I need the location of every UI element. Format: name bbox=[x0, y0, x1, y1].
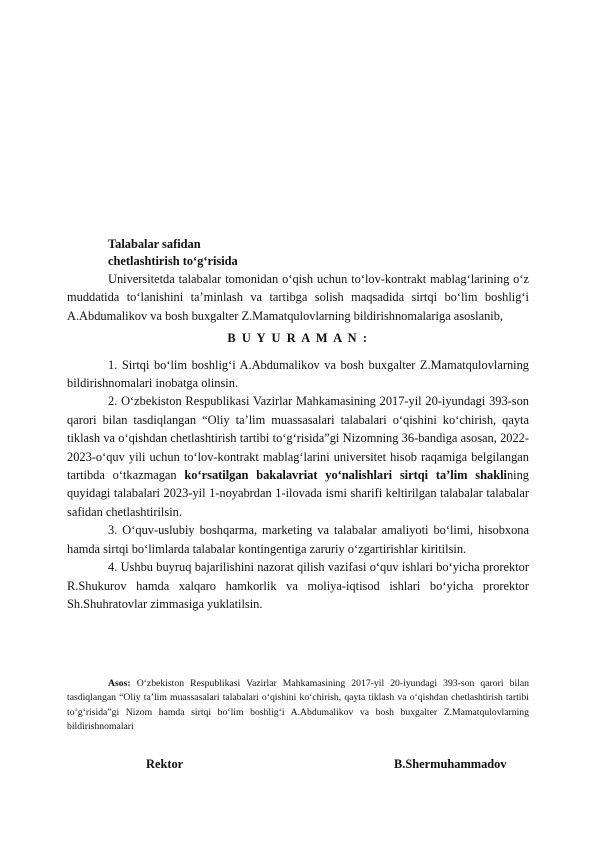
subject-line-2: chetlashtirish to‘g‘risida bbox=[108, 254, 238, 268]
item-2-end: ning quyidagi talabalari 2023-yil 1-noyabrdan 1-ilovada ismi sharifi keltirilgan talabalar talabalar safidan chetlashtirilsin. bbox=[67, 468, 529, 519]
item-2-bold: ko‘rsatilgan bakalavriat yo‘nalishlari sirtqi ta’lim shakli bbox=[184, 468, 507, 483]
intro-paragraph: Universitetda talabalar tomonidan o‘qish uchun to‘lov-kontrakt mablag‘larining o‘z muddatida to‘lanishini ta’minlash va tartibga solish maqsadida sirtqi bo‘lim boshlig‘i A.Abdumalikov va bosh buxgalter Z.Mamatqulovlarning bildirishnomalariga asoslanib, bbox=[67, 272, 529, 323]
basis-text: O‘zbekiston Respublikasi Vazirlar Mahkamasining 2017-yil 20-iyundagi 393-son qarori bilan tasdiqlangan “Oliy ta’lim muassasalari talabalari o‘qishini ko‘chirish, qayta tiklash va o‘qishdan chetlashtirish tartibi to‘g‘risida”gi Nizom hamda sirtqi bo‘lim boshlig‘i A.Abdumalikov va bosh buxgalter Z.Mamatqulovlarning bildirishnomalari bbox=[67, 678, 529, 733]
item-1: 1. Sirtqi bo‘lim boshlig‘i A.Abdumalikov va bosh buxgalter Z.Mamatqulovlarning bildirishnomalari inobatga olinsin. bbox=[67, 357, 529, 391]
document-body bbox=[67, 270, 529, 613]
basis-label: Asos: bbox=[108, 678, 131, 689]
item-4: 4. Ushbu buyruq bajarilishini nazorat qilish vazifasi o‘quv ishlari bo‘yicha prorektor R.Shukurov hamda xalqaro hamkorlik va moliya-iqtisod ishlari bo‘yicha prorektor Sh.Shuhratovlar zimmasiga yuklatilsin. bbox=[67, 560, 529, 611]
item-2-start: 2. O‘zbekiston Respublikasi Vazirlar Mahkamasining 2017-yil 20-iyundagi 393-son qarori bilan tasdiqlangan “Oliy ta’lim muassasalari talabalari o‘qishini ko‘chirish, qayta tiklash va o‘qishdan chetlashtirish tartibi to‘g‘risida”gi Nizomning 36-bandiga asosan, 2022-2023-o‘quv yili uchun to‘lov-kontrakt mablag‘larini universitet hisob raqamiga belgilangan tartibda o‘tkazmagan bbox=[67, 394, 529, 483]
basis-paragraph bbox=[67, 677, 529, 735]
signature-name: B.Shermuhammadov bbox=[394, 757, 507, 771]
signature-title: Rektor bbox=[146, 757, 184, 771]
subject-line-1: Talabalar safidan bbox=[108, 237, 201, 251]
item-2 bbox=[67, 392, 529, 521]
order-heading: B U Y U R A M A N : bbox=[227, 331, 369, 346]
subject-block bbox=[108, 236, 238, 270]
item-3: 3. O‘quv-uslubiy boshqarma, marketing va talabalar amaliyoti bo‘limi, hisobxona hamda sirtqi bo‘limlarda talabalar kontingentiga zaruriy o‘zgartirishlar kiritilsin. bbox=[67, 523, 529, 556]
